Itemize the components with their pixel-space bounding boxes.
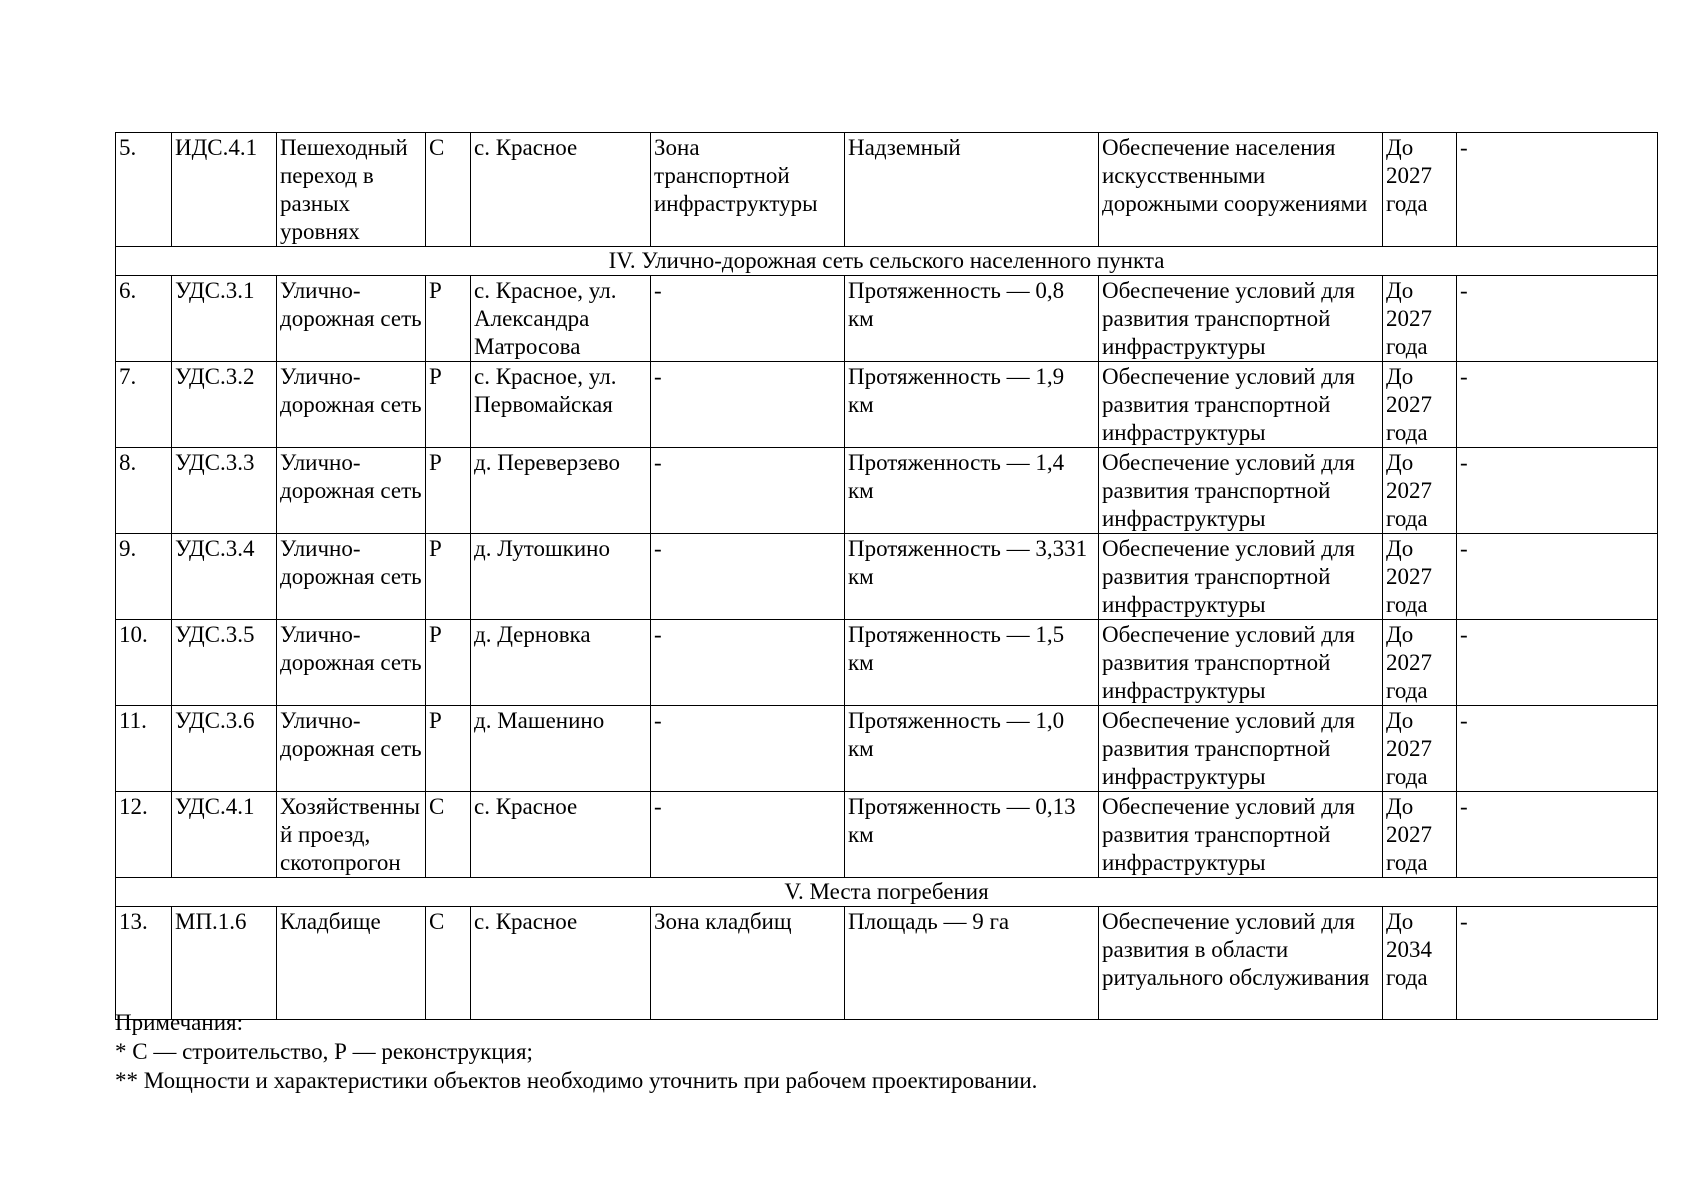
cell-object-name: Улично-дорожная сеть <box>277 448 426 534</box>
cell-purpose: Обеспечение условий для развития транспортной инфраструктуры <box>1099 362 1383 448</box>
cell-purpose: Обеспечение условий для развития транспортной инфраструктуры <box>1099 448 1383 534</box>
cell-deadline: До 2034 года <box>1383 907 1457 1020</box>
cell-object-code: МП.1.6 <box>172 907 277 1020</box>
cell-row-number: 7. <box>116 362 172 448</box>
cell-work-type: Р <box>426 620 471 706</box>
cell-characteristics: Протяженность — 1,9 км <box>845 362 1099 448</box>
cell-object-name: Улично-дорожная сеть <box>277 534 426 620</box>
cell-object-code: УДС.3.4 <box>172 534 277 620</box>
cell-work-type: С <box>426 792 471 878</box>
cell-row-number: 11. <box>116 706 172 792</box>
cell-characteristics: Протяженность — 0,13 км <box>845 792 1099 878</box>
note-line-1: * С — строительство, Р — реконструкция; <box>115 1039 533 1064</box>
cell-object-code: УДС.3.2 <box>172 362 277 448</box>
cell-extra: - <box>1457 448 1658 534</box>
section-header-row <box>116 247 1658 276</box>
cell-deadline: До 2027 года <box>1383 133 1457 247</box>
cell-deadline: До 2027 года <box>1383 276 1457 362</box>
cell-zone: Зона кладбищ <box>651 907 845 1020</box>
section-title: V. Места погребения <box>116 878 1658 907</box>
section-header-row <box>116 878 1658 907</box>
cell-zone: - <box>651 706 845 792</box>
notes-block <box>115 1008 1037 1095</box>
cell-location: с. Красное, ул. Первомайская <box>471 362 651 448</box>
note-line-2: ** Мощности и характеристики объектов необходимо уточнить при рабочем проектировании. <box>115 1068 1038 1093</box>
cell-purpose: Обеспечение условий для развития в области ритуального обслуживания <box>1099 907 1383 1020</box>
table-row <box>116 362 1658 448</box>
cell-deadline: До 2027 года <box>1383 706 1457 792</box>
cell-deadline: До 2027 года <box>1383 448 1457 534</box>
cell-row-number: 12. <box>116 792 172 878</box>
cell-work-type: Р <box>426 448 471 534</box>
cell-object-code: УДС.3.5 <box>172 620 277 706</box>
table-row <box>116 448 1658 534</box>
cell-row-number: 6. <box>116 276 172 362</box>
table-row <box>116 792 1658 878</box>
cell-location: с. Красное <box>471 133 651 247</box>
table-row <box>116 907 1658 1020</box>
cell-characteristics: Надземный <box>845 133 1099 247</box>
cell-object-code: УДС.4.1 <box>172 792 277 878</box>
cell-row-number: 10. <box>116 620 172 706</box>
planning-table <box>115 132 1658 1020</box>
cell-object-name: Кладбище <box>277 907 426 1020</box>
table-row <box>116 706 1658 792</box>
cell-location: д. Дерновка <box>471 620 651 706</box>
cell-object-name: Улично-дорожная сеть <box>277 620 426 706</box>
cell-extra: - <box>1457 792 1658 878</box>
cell-location: с. Красное <box>471 907 651 1020</box>
section-title: IV. Улично-дорожная сеть сельского населенного пункта <box>116 247 1658 276</box>
cell-extra: - <box>1457 276 1658 362</box>
cell-location: с. Красное, ул. Александра Матросова <box>471 276 651 362</box>
cell-work-type: Р <box>426 276 471 362</box>
cell-deadline: До 2027 года <box>1383 792 1457 878</box>
cell-object-name: Улично-дорожная сеть <box>277 276 426 362</box>
cell-extra: - <box>1457 133 1658 247</box>
cell-work-type: С <box>426 133 471 247</box>
cell-location: с. Красное <box>471 792 651 878</box>
cell-extra: - <box>1457 706 1658 792</box>
cell-purpose: Обеспечение условий для развития транспортной инфраструктуры <box>1099 792 1383 878</box>
cell-object-code: УДС.3.1 <box>172 276 277 362</box>
cell-zone: - <box>651 362 845 448</box>
cell-object-name: Пешеходный переход в разных уровнях <box>277 133 426 247</box>
cell-zone: Зона транспортной инфраструктуры <box>651 133 845 247</box>
cell-purpose: Обеспечение условий для развития транспортной инфраструктуры <box>1099 620 1383 706</box>
cell-purpose: Обеспечение населения искусственными дорожными сооружениями <box>1099 133 1383 247</box>
cell-object-code: УДС.3.6 <box>172 706 277 792</box>
table-row <box>116 276 1658 362</box>
cell-work-type: С <box>426 907 471 1020</box>
cell-purpose: Обеспечение условий для развития транспортной инфраструктуры <box>1099 706 1383 792</box>
cell-object-code: ИДС.4.1 <box>172 133 277 247</box>
cell-object-name: Хозяйственный проезд, скотопрогон <box>277 792 426 878</box>
cell-object-name: Улично-дорожная сеть <box>277 362 426 448</box>
cell-characteristics: Протяженность — 1,4 км <box>845 448 1099 534</box>
cell-object-code: УДС.3.3 <box>172 448 277 534</box>
cell-purpose: Обеспечение условий для развития транспортной инфраструктуры <box>1099 276 1383 362</box>
cell-row-number: 13. <box>116 907 172 1020</box>
cell-object-name: Улично-дорожная сеть <box>277 706 426 792</box>
cell-zone: - <box>651 448 845 534</box>
cell-zone: - <box>651 620 845 706</box>
cell-extra: - <box>1457 534 1658 620</box>
cell-location: д. Лутошкино <box>471 534 651 620</box>
cell-purpose: Обеспечение условий для развития транспортной инфраструктуры <box>1099 534 1383 620</box>
notes-heading: Примечания: <box>115 1010 243 1035</box>
cell-work-type: Р <box>426 362 471 448</box>
cell-extra: - <box>1457 620 1658 706</box>
cell-row-number: 8. <box>116 448 172 534</box>
cell-characteristics: Протяженность — 0,8 км <box>845 276 1099 362</box>
table-body <box>116 133 1658 1020</box>
cell-work-type: Р <box>426 706 471 792</box>
cell-deadline: До 2027 года <box>1383 620 1457 706</box>
cell-characteristics: Протяженность — 1,0 км <box>845 706 1099 792</box>
cell-zone: - <box>651 534 845 620</box>
cell-location: д. Переверзево <box>471 448 651 534</box>
table-row <box>116 133 1658 247</box>
table-row <box>116 534 1658 620</box>
cell-characteristics: Протяженность — 1,5 км <box>845 620 1099 706</box>
cell-characteristics: Площадь — 9 га <box>845 907 1099 1020</box>
cell-extra: - <box>1457 907 1658 1020</box>
cell-zone: - <box>651 792 845 878</box>
cell-row-number: 9. <box>116 534 172 620</box>
table-row <box>116 620 1658 706</box>
cell-deadline: До 2027 года <box>1383 534 1457 620</box>
cell-characteristics: Протяженность — 3,331 км <box>845 534 1099 620</box>
cell-location: д. Машенино <box>471 706 651 792</box>
cell-work-type: Р <box>426 534 471 620</box>
cell-row-number: 5. <box>116 133 172 247</box>
cell-zone: - <box>651 276 845 362</box>
cell-extra: - <box>1457 362 1658 448</box>
cell-deadline: До 2027 года <box>1383 362 1457 448</box>
